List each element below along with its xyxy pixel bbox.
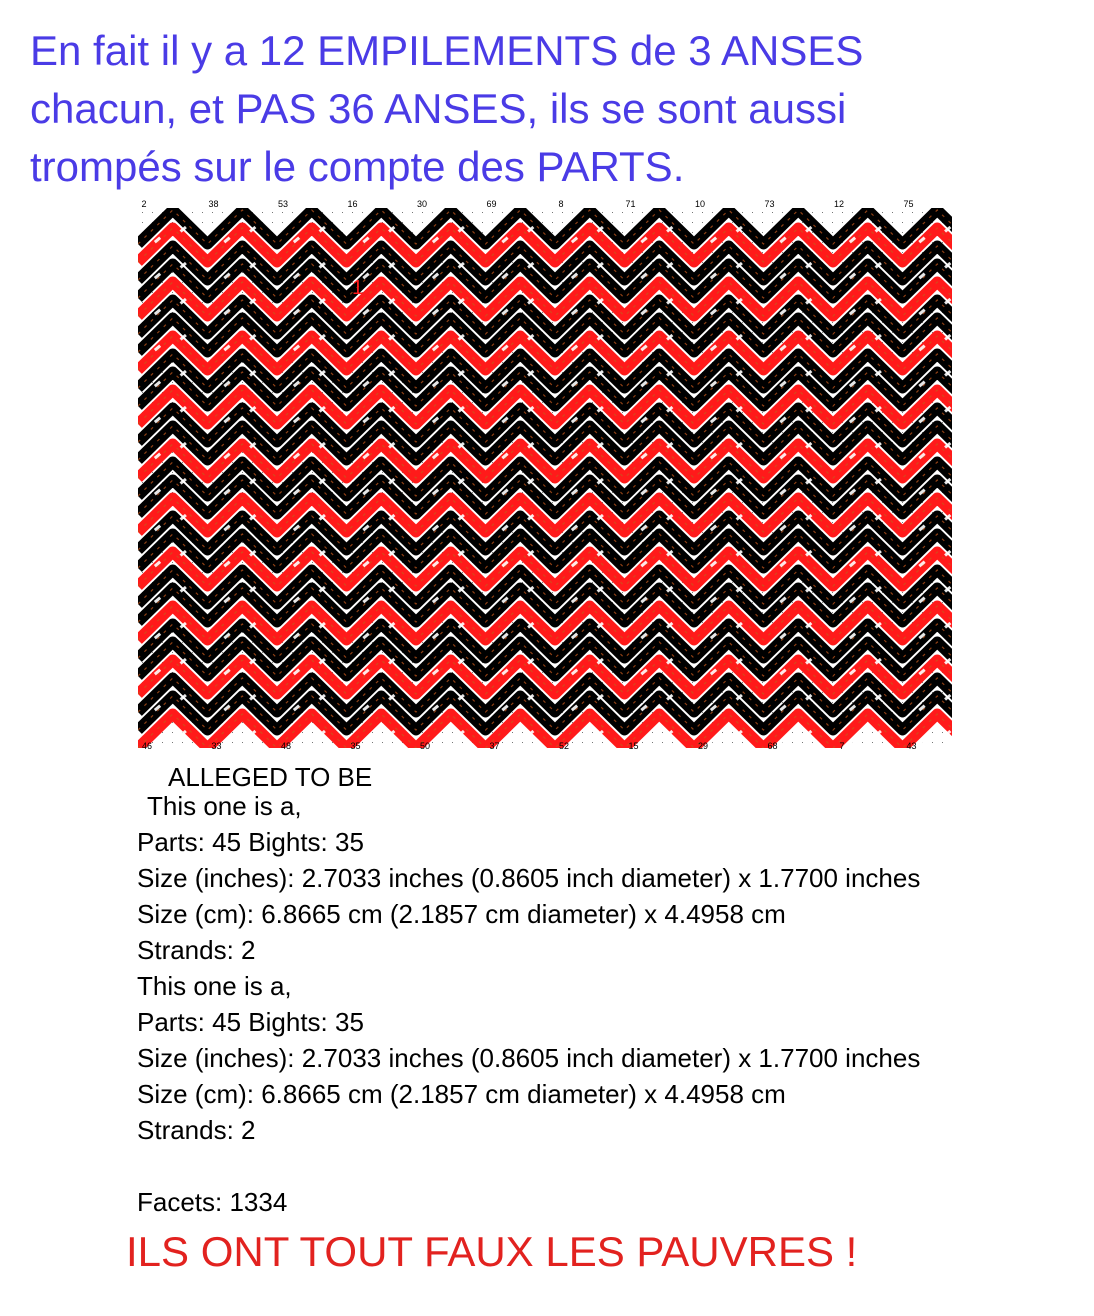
knot-pattern xyxy=(138,196,958,756)
info-line: Size (cm): 6.8665 cm (2.1857 cm diameter) x 4.4958 cm xyxy=(137,899,786,929)
bottom-bight-label: 46 xyxy=(141,741,153,751)
info-line: Strands: 2 xyxy=(137,1115,256,1145)
top-bight-label: 10 xyxy=(694,199,706,209)
crossing-gap xyxy=(223,741,230,748)
bottom-bight-label: 7 xyxy=(839,741,845,751)
crossing-gap xyxy=(918,741,925,748)
info-line: Strands: 2 xyxy=(137,935,256,965)
top-bight-label: 73 xyxy=(764,199,775,209)
bottom-bight-label: 50 xyxy=(419,741,431,751)
crossing-gap xyxy=(779,741,786,748)
info-line: Size (inches): 2.7033 inches (0.8605 inch diameter) x 1.7700 inches xyxy=(137,863,921,893)
bottom-bight-label: 35 xyxy=(350,741,361,751)
info-line xyxy=(137,1148,920,1184)
info-line: This one is a, xyxy=(147,791,302,821)
bottom-bight-label: 52 xyxy=(558,741,570,751)
alleged-label: ALLEGED TO BE xyxy=(168,762,373,792)
info-line: Facets: 1334 xyxy=(137,1187,288,1217)
top-bight-label: 2 xyxy=(141,199,147,209)
bottom-bight-label: 29 xyxy=(697,741,709,751)
crossing-gap xyxy=(849,741,856,748)
knot-info xyxy=(137,788,920,1220)
headline-line: En fait il y a 12 EMPILEMENTS de 3 ANSES xyxy=(30,27,864,74)
crossing-gap xyxy=(154,741,161,748)
top-bight-label: 12 xyxy=(833,199,845,209)
center-mark: 1 xyxy=(352,277,364,299)
knot-diagram xyxy=(138,196,958,756)
top-bight-label: 75 xyxy=(903,199,914,209)
top-bight-label: 16 xyxy=(347,199,358,209)
headline-line: chacun, et PAS 36 ANSES, ils se sont aussi xyxy=(30,85,847,132)
strands xyxy=(138,210,958,748)
top-bight-label: 38 xyxy=(208,199,219,209)
bottom-bight-label: 48 xyxy=(280,741,292,751)
bottom-bight-label: 33 xyxy=(211,741,222,751)
headline-line: trompés sur le compte des PARTS. xyxy=(30,143,685,190)
top-bight-label: 53 xyxy=(277,199,289,209)
info-line: Size (inches): 2.7033 inches (0.8605 inch diameter) x 1.7700 inches xyxy=(137,1043,921,1073)
top-bight-label: 69 xyxy=(486,199,497,209)
info-line: Parts: 45 Bights: 35 xyxy=(137,827,364,857)
bottom-bight-label: 68 xyxy=(767,741,778,751)
headline xyxy=(30,22,1080,196)
bottom-bight-label: 37 xyxy=(489,741,500,751)
conclusion-text: ILS ONT TOUT FAUX LES PAUVRES ! xyxy=(126,1228,858,1275)
crossing-gap xyxy=(571,741,578,748)
crossing-gap xyxy=(432,741,439,748)
crossing-gap xyxy=(640,741,647,748)
bottom-bight-label: 43 xyxy=(906,741,917,751)
crossing-gap xyxy=(710,741,717,748)
bottom-mask xyxy=(138,748,958,756)
right-mask xyxy=(952,196,958,756)
info-line: Size (cm): 6.8665 cm (2.1857 cm diameter) x 4.4958 cm xyxy=(137,1079,786,1109)
top-bight-label: 8 xyxy=(558,199,564,209)
info-line: Parts: 45 Bights: 35 xyxy=(137,1007,364,1037)
bottom-bight-label: 15 xyxy=(628,741,639,751)
crossing-gap xyxy=(293,741,300,748)
info-line: This one is a, xyxy=(137,971,292,1001)
top-bight-label: 30 xyxy=(416,199,428,209)
top-bight-label: 71 xyxy=(625,199,636,209)
crossing-gap xyxy=(501,741,508,748)
crossing-gap xyxy=(362,741,369,748)
